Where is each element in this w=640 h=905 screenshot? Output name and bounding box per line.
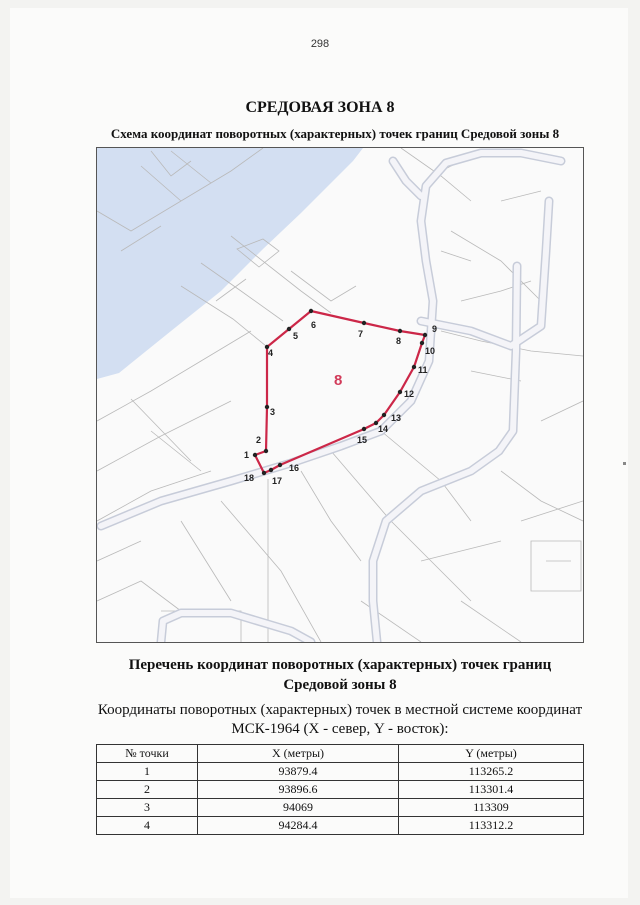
river <box>97 148 363 379</box>
table-row <box>97 781 584 799</box>
header-point-no: № точки <box>97 745 198 763</box>
vertex-label: 2 <box>256 435 262 445</box>
vertex-label: 14 <box>378 424 389 434</box>
coordinates-table <box>96 744 584 835</box>
header-x: X (метры) <box>198 745 399 763</box>
vertex-label: 3 <box>270 407 276 417</box>
page-number: 298 <box>310 38 330 50</box>
header-y: Y (метры) <box>399 745 584 763</box>
vertex-marker <box>253 453 257 457</box>
scan-mark <box>623 462 626 465</box>
table-header-row <box>97 745 584 763</box>
cell-y: 113309 <box>399 799 584 817</box>
vertex-marker <box>420 341 424 345</box>
vertex-label: 7 <box>358 329 364 339</box>
cell-point-no: 4 <box>97 817 198 835</box>
vertex-label: 5 <box>293 331 299 341</box>
vertex-points <box>244 309 437 486</box>
table-row <box>97 817 584 835</box>
coordinates-list-title: Перечень координат поворотных (характерных) точек границ Средовой зоны 8 <box>128 657 552 693</box>
cell-x: 93896.6 <box>198 781 399 799</box>
vertex-marker <box>362 427 366 431</box>
vertex-marker <box>269 468 273 472</box>
vertex-marker <box>265 405 269 409</box>
vertex-marker <box>362 321 366 325</box>
vertex-marker <box>423 333 427 337</box>
vertex-marker <box>264 449 268 453</box>
vertex-marker <box>287 327 291 331</box>
vertex-marker <box>398 390 402 394</box>
vertex-marker <box>382 413 386 417</box>
vertex-label: 13 <box>391 413 402 423</box>
cell-point-no: 3 <box>97 799 198 817</box>
vertex-marker <box>262 471 266 475</box>
zone-map <box>96 147 584 643</box>
table-row <box>97 799 584 817</box>
cell-x: 94284.4 <box>198 817 399 835</box>
vertex-label: 12 <box>404 389 415 399</box>
vertex-label: 6 <box>311 320 317 330</box>
vertex-label: 17 <box>272 476 283 486</box>
table-row <box>97 763 584 781</box>
vertex-marker <box>278 463 282 467</box>
vertex-label: 8 <box>396 336 402 346</box>
coordinates-caption: Координаты поворотных (характерных) точек в местной системе координат МСК-1964 (X - север, Y - восток): <box>97 702 583 737</box>
vertex-marker <box>412 365 416 369</box>
cell-y: 113301.4 <box>399 781 584 799</box>
scheme-caption: Схема координат поворотных (характерных) точек границ Средовой зоны 8 <box>110 126 560 141</box>
zone-number-label: 8 <box>334 372 343 389</box>
zone-title: СРЕДОВАЯ ЗОНА 8 <box>245 99 395 116</box>
vertex-label: 9 <box>432 324 438 334</box>
vertex-marker <box>398 329 402 333</box>
vertex-label: 11 <box>418 365 428 375</box>
vertex-label: 15 <box>357 435 368 445</box>
cell-x: 93879.4 <box>198 763 399 781</box>
cell-point-no: 2 <box>97 781 198 799</box>
vertex-label: 10 <box>425 346 436 356</box>
cell-y: 113265.2 <box>399 763 584 781</box>
cell-point-no: 1 <box>97 763 198 781</box>
cell-x: 94069 <box>198 799 399 817</box>
vertex-label: 4 <box>268 348 274 358</box>
vertex-label: 16 <box>289 463 300 473</box>
cell-y: 113312.2 <box>399 817 584 835</box>
vertex-marker <box>309 309 313 313</box>
vertex-label: 1 <box>244 450 250 460</box>
vertex-label: 18 <box>244 473 255 483</box>
